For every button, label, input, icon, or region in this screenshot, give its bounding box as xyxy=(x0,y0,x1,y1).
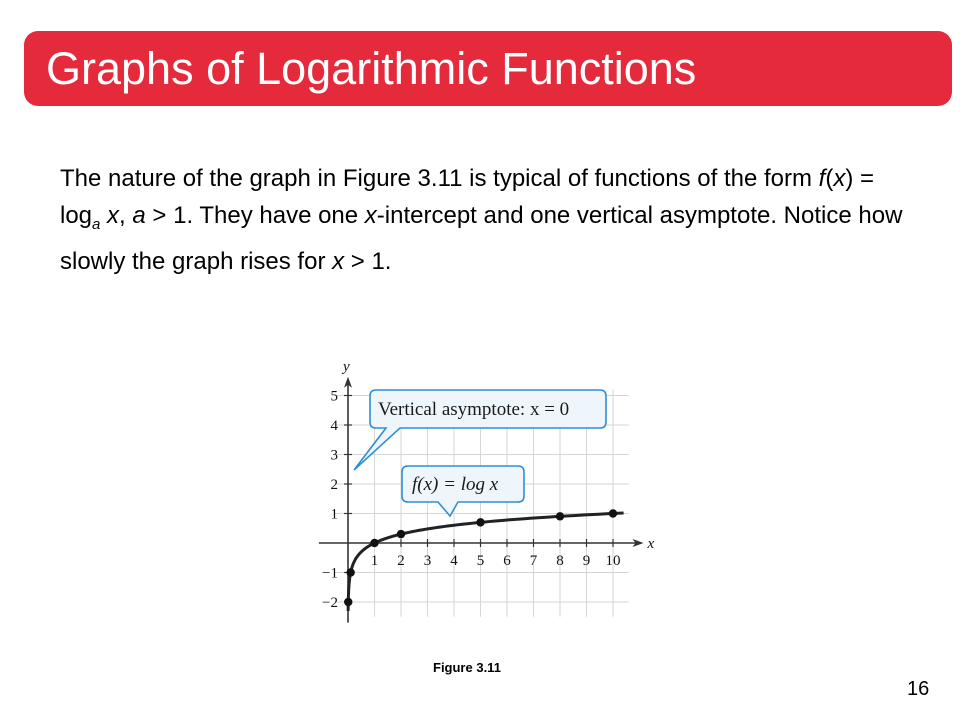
x-tick-label: 4 xyxy=(450,553,458,569)
x-axis-label: x xyxy=(647,536,655,552)
y-tick-label: −2 xyxy=(322,595,338,611)
y-tick-label: 5 xyxy=(330,388,338,405)
callout-asymptote-label: Vertical asymptote: x = 0 xyxy=(378,399,570,420)
y-tick-label: −1 xyxy=(322,565,338,582)
inequality-text: > 1. They have one xyxy=(145,202,365,229)
data-point xyxy=(609,509,617,517)
paragraph-text: -intercept and one vertical asymptote. Notice how slowly the graph rises for xyxy=(60,202,903,275)
data-point xyxy=(370,539,378,547)
inequality-text: > 1. xyxy=(344,247,392,275)
log-base-a: a xyxy=(92,215,101,233)
x-tick-label: 1 xyxy=(370,553,379,569)
x-tick-label: 8 xyxy=(556,553,564,569)
comma: , xyxy=(119,202,133,229)
function-f: f xyxy=(818,165,826,192)
y-tick-label: 1 xyxy=(330,506,338,523)
variable-x: x xyxy=(107,202,120,229)
variable-x: x xyxy=(332,247,345,275)
data-point xyxy=(344,598,352,606)
y-axis-label: y xyxy=(343,358,350,375)
x-tick-label: 7 xyxy=(529,553,538,569)
page-number: 16 xyxy=(907,678,930,700)
data-point xyxy=(397,530,405,538)
variable-a: a xyxy=(132,202,146,229)
figure-graph xyxy=(300,338,680,638)
log-text: ) = log xyxy=(60,165,874,229)
figure-caption: Figure 3.11 xyxy=(433,660,501,675)
data-point xyxy=(556,512,564,520)
variable-x: x xyxy=(364,202,377,229)
title-bar xyxy=(24,31,952,106)
variable-x: x xyxy=(833,165,846,192)
x-tick-label: 9 xyxy=(582,553,591,569)
data-point xyxy=(346,568,354,576)
paragraph-text: The nature of the graph in Figure 3.11 is typical of functions of the form xyxy=(60,165,819,192)
slide-title: Graphs of Logarithmic Functions xyxy=(46,43,697,94)
callout-function-label: f(x) = log x xyxy=(412,474,499,495)
y-tick-label: 3 xyxy=(330,447,338,464)
y-tick-label: 4 xyxy=(330,418,338,434)
data-point xyxy=(476,518,484,526)
callout-function xyxy=(402,466,524,516)
y-tick-label: 2 xyxy=(330,477,338,493)
x-tick-label: 6 xyxy=(503,553,511,569)
log-graph xyxy=(300,338,680,638)
body-paragraph xyxy=(60,160,920,280)
x-tick-label: 3 xyxy=(423,553,432,569)
x-tick-label: 2 xyxy=(397,553,405,569)
paren-open: ( xyxy=(825,165,834,192)
x-tick-label: 10 xyxy=(605,553,621,569)
x-tick-label: 5 xyxy=(476,553,485,569)
